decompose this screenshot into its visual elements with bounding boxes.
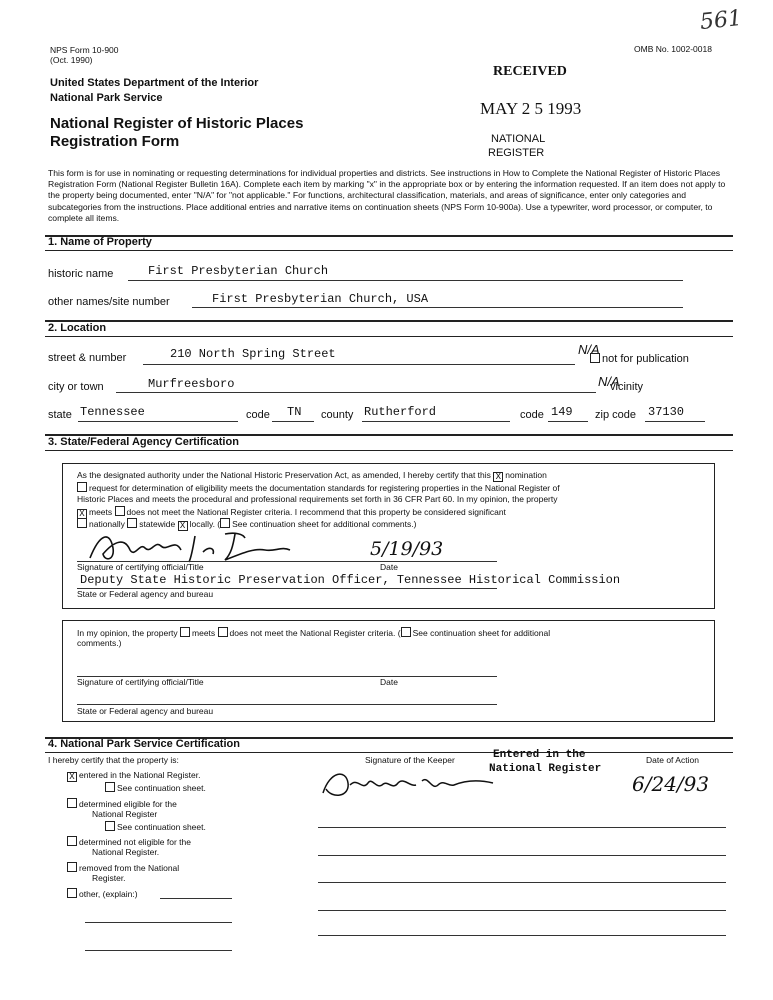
opinion-continuation-checkbox[interactable] <box>401 627 411 637</box>
handwritten-page-number: 561 <box>698 5 744 36</box>
entered-stamp-line2: National Register <box>489 763 602 775</box>
cert-line2: request for determination of eligibility meets the documentation standards for registering properties in the National Register of <box>77 482 560 493</box>
nomination-checkbox[interactable]: X <box>493 472 503 482</box>
street-value: 210 North Spring Street <box>170 347 336 361</box>
form-title-line1: National Register of Historic Places <box>50 115 304 132</box>
not-for-publication-checkbox[interactable] <box>590 353 600 363</box>
vicinity-label: vicinity <box>610 381 644 393</box>
state-code-value: TN <box>287 405 302 419</box>
state-label: state <box>48 409 72 421</box>
option-entered-continuation[interactable]: See continuation sheet. <box>105 782 206 793</box>
official-title: Deputy State Historic Preservation Officer, Tennessee Historical Commission <box>80 573 621 587</box>
state-value: Tennessee <box>80 405 145 419</box>
date-label: Date <box>380 562 398 572</box>
not-eligible-checkbox[interactable] <box>67 836 77 846</box>
county-value: Rutherford <box>364 405 437 419</box>
opinion-line2: comments.) <box>77 638 122 648</box>
signature-date: 5/19/93 <box>370 538 444 560</box>
entered-checkbox[interactable]: X <box>67 772 77 782</box>
county-code-label: code <box>520 409 544 421</box>
other-checkbox[interactable] <box>67 888 77 898</box>
instructions-paragraph: This form is for use in nominating or requesting determinations for individual properties and districts. See instructions in How to Complete the National Register of Historic Places Registration Form (National Register Bulletin 16A). Complete each item by marking "x" in the appropriate box or by entering the information requested. If an item does not apply to the property being documented, enter "N/A" for "not applicable." For functions, architectural classification, materials, and areas of significance, enter only categories and subcategories from the instructions. Place additional entries and narrative items on continuation sheets (NPS Form 10-900a). Use a typewriter, word processor, or computer, to complete all items. <box>48 168 726 223</box>
form-date: (Oct. 1990) <box>50 55 93 65</box>
stamp-national: NATIONAL <box>491 133 546 145</box>
stamp-register: REGISTER <box>488 147 545 159</box>
request-determination-checkbox[interactable] <box>77 482 87 492</box>
vicinity-handwritten: N/A <box>598 374 620 389</box>
agency: National Park Service <box>50 92 163 104</box>
keeper-label: Signature of the Keeper <box>365 755 455 765</box>
option-not-eligible-line2: National Register. <box>92 847 160 857</box>
stamp-date: MAY 2 5 1993 <box>480 99 582 118</box>
cert-line4: X meets does not meet the National Register criteria. I recommend that this property be considered significant <box>77 506 506 519</box>
form-title-line2: Registration Form <box>50 133 180 150</box>
zip-value: 37130 <box>648 405 685 419</box>
nfp-checkbox-wrap[interactable] <box>590 353 689 365</box>
opinion-meets-checkbox[interactable] <box>180 627 190 637</box>
stamp-received: RECEIVED <box>493 64 567 79</box>
signature-label: Signature of certifying official/Title <box>77 562 204 572</box>
eligible-continuation-checkbox[interactable] <box>105 821 115 831</box>
removed-checkbox[interactable] <box>67 862 77 872</box>
agency-bureau-label-2: State or Federal agency and bureau <box>77 706 214 716</box>
county-code-value: 149 <box>551 405 573 419</box>
continuation-checkbox[interactable] <box>220 518 230 528</box>
statewide-checkbox[interactable] <box>127 518 137 528</box>
county-label: county <box>321 409 354 421</box>
omb-number: OMB No. 1002-0018 <box>634 44 712 54</box>
meets-checkbox[interactable]: X <box>77 509 87 519</box>
cert-line5: nationally statewide X locally. ( See continuation sheet for additional comments.) <box>77 518 416 531</box>
historic-name-value: First Presbyterian Church <box>148 264 329 278</box>
nps-intro: I hereby certify that the property is: <box>48 755 179 765</box>
city-value: Murfreesboro <box>148 377 235 391</box>
option-eligible-continuation[interactable]: See continuation sheet. <box>105 821 206 832</box>
agency-bureau-label: State or Federal agency and bureau <box>77 589 214 599</box>
opinion-line1: In my opinion, the property meets does not meet the National Register criteria. ( See continuation sheet for additional <box>77 628 551 638</box>
section-1-heading: 1. Name of Property <box>48 236 152 248</box>
entered-stamp-line1: Entered in the <box>493 749 586 761</box>
section-2-heading: 2. Location <box>48 322 107 334</box>
action-date: 6/24/93 <box>632 772 710 796</box>
option-other[interactable]: other, (explain:) <box>67 888 138 899</box>
section-4-heading: 4. National Park Service Certification <box>48 738 240 750</box>
option-removed[interactable]: removed from the National <box>67 862 179 873</box>
opinion-not-meet-checkbox[interactable] <box>218 627 228 637</box>
form-id: NPS Form 10-900 <box>50 45 119 55</box>
city-label: city or town <box>48 381 104 393</box>
signature-label-2: Signature of certifying official/Title <box>77 677 204 687</box>
locally-checkbox[interactable]: X <box>178 521 188 531</box>
section-3-heading: 3. State/Federal Agency Certification <box>48 436 239 448</box>
nfp-label: not for publication <box>602 353 689 365</box>
option-eligible-line2: National Register <box>92 809 158 819</box>
street-label: street & number <box>48 352 127 364</box>
option-entered[interactable]: X entered in the National Register. <box>67 770 200 782</box>
option-removed-line2: Register. <box>92 873 126 883</box>
state-code-label: code <box>246 409 270 421</box>
other-names-label: other names/site number <box>48 296 170 308</box>
option-eligible[interactable]: determined eligible for the <box>67 798 177 809</box>
date-label-2: Date <box>380 677 398 687</box>
cert-line1: As the designated authority under the National Historic Preservation Act, as amended, I hereby certify that this X nomination <box>77 470 547 482</box>
nfp-handwritten: N/A <box>578 342 600 357</box>
vicinity-wrap[interactable] <box>610 381 643 393</box>
department: United States Department of the Interior <box>50 77 259 89</box>
other-names-value: First Presbyterian Church, USA <box>212 292 429 306</box>
zip-label: zip code <box>595 409 636 421</box>
keeper-signature <box>318 765 498 805</box>
cert-line3: Historic Places and meets the procedural and professional requirements set forth in 36 CFR Part 60. In my opinion, the property <box>77 494 558 504</box>
option-not-eligible[interactable]: determined not eligible for the <box>67 836 191 847</box>
nationally-checkbox[interactable] <box>77 518 87 528</box>
does-not-meet-checkbox[interactable] <box>115 506 125 516</box>
historic-name-label: historic name <box>48 268 114 280</box>
entered-continuation-checkbox[interactable] <box>105 782 115 792</box>
date-action-label: Date of Action <box>646 755 699 765</box>
eligible-checkbox[interactable] <box>67 798 77 808</box>
